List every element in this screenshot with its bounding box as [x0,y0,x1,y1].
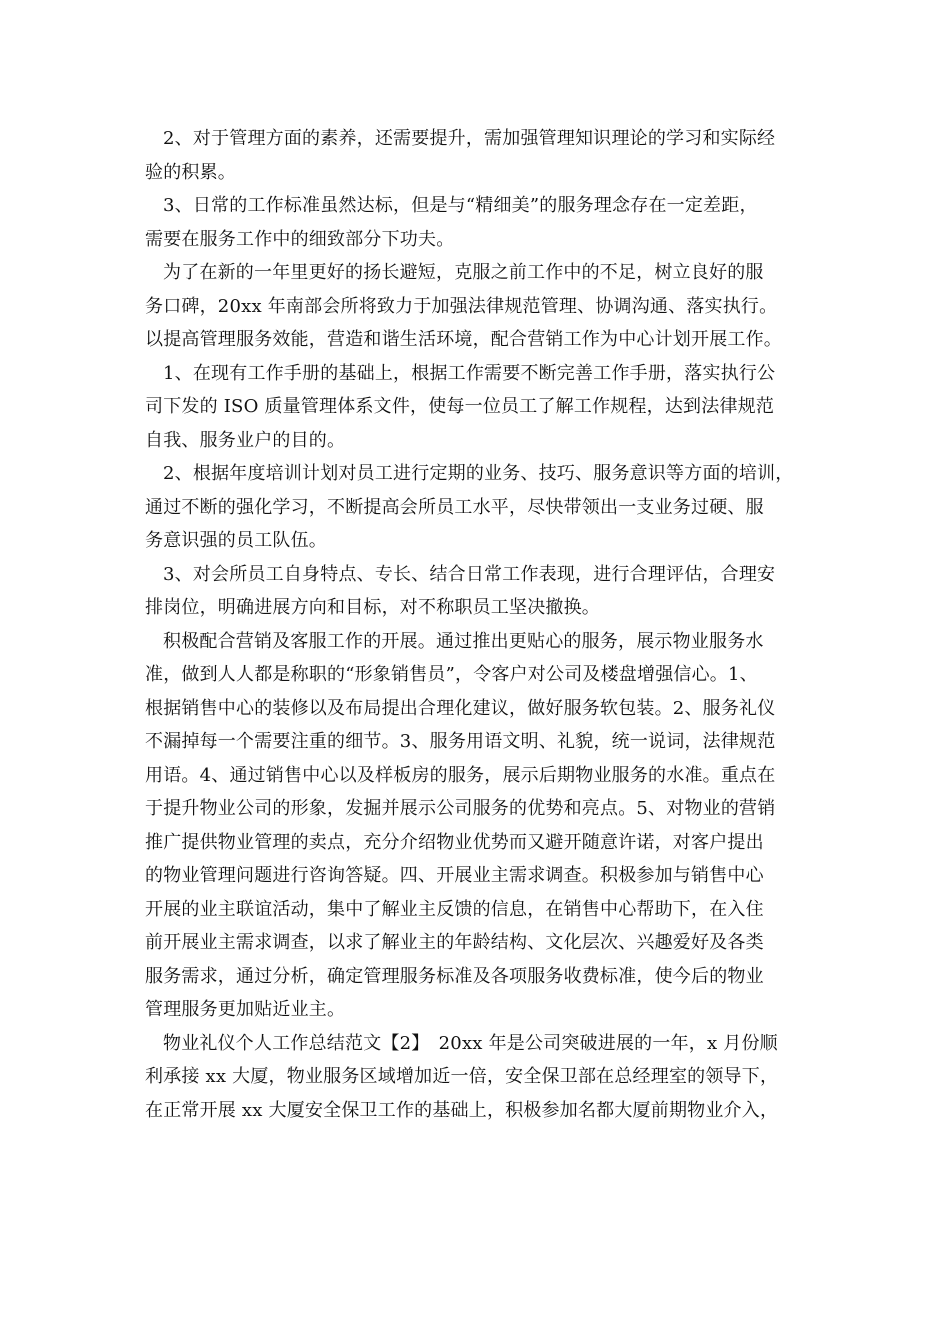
text-line: 服务需求，通过分析，确定管理服务标准及各项服务收费标准，使今后的物业 [145,965,764,987]
text-line: 积极配合营销及客服工作的开展。通过推出更贴心的服务，展示物业服务水 [163,630,764,652]
paragraph-new-year-plan [145,256,813,357]
text-line: 开展的业主联谊活动，集中了解业主反馈的信息，在销售中心帮助下，在入住 [145,898,764,920]
text-line: 在正常开展 xx 大厦安全保卫工作的基础上，积极参加名都大厦前期物业介入， [145,1099,779,1121]
text-line: 自我、服务业户的目的。 [145,429,346,451]
text-line: 管理服务更加贴近业主。 [145,999,346,1020]
paragraph-management-skills [145,122,813,189]
paragraph-summary-2 [145,1027,813,1128]
paragraph-marketing-support [145,625,813,1027]
text-line: 以提高管理服务效能，营造和谐生活环境，配合营销工作为中心计划开展工作。 [145,329,782,350]
text-line: 务意识强的员工队伍。 [145,530,327,551]
text-line: 1、在现有工作手册的基础上，根据工作需要不断完善工作手册，落实执行公 [163,362,776,384]
paragraph-work-standards [145,189,813,256]
text-line: 排岗位，明确进展方向和目标，对不称职员工坚决撤换。 [145,597,600,618]
text-line: 推广提供物业管理的卖点，充分介绍物业优势而又避开随意许诺，对客户提出 [145,831,764,853]
text-line: 根据销售中心的装修以及布局提出合理化建议，做好服务软包装。2、服务礼仪 [145,697,776,719]
text-line: 前开展业主需求调查，以求了解业主的年龄结构、文化层次、兴趣爱好及各类 [145,932,764,953]
paragraph-staff-evaluation [145,558,813,625]
text-line: 2、对于管理方面的素养，还需要提升，需加强管理知识理论的学习和实际经 [163,128,776,149]
text-line: 司下发的 ISO 质量管理体系文件，使每一位员工了解工作规程，达到法律规范 [145,396,775,417]
text-line: 物业礼仪个人工作总结范文【2】 20xx 年是公司突破进展的一年，x 月份顺 [163,1032,778,1054]
text-line: 3、对会所员工自身特点、专长、结合日常工作表现，进行合理评估，合理安 [163,563,776,585]
text-line: 通过不断的强化学习，不断提高会所员工水平，尽快带领出一支业务过硬、服 [145,496,764,518]
text-line: 需要在服务工作中的细致部分下功夫。 [145,228,455,250]
text-line: 验的积累。 [145,161,236,183]
text-line: 2、根据年度培训计划对员工进行定期的业务、技巧、服务意识等方面的培训， [163,463,794,484]
text-line: 为了在新的一年里更好的扬长避短，克服之前工作中的不足，树立良好的服 [163,262,764,283]
paragraph-training-plan [145,457,813,558]
text-line: 用语。4、通过销售中心以及样板房的服务，展示后期物业服务的水准。重点在 [145,764,776,786]
paragraph-work-manual [145,357,813,458]
text-line: 准，做到人人都是称职的“形象销售员”，令客户对公司及楼盘增强信心。1、 [145,664,758,685]
text-line: 不漏掉每一个需要注重的细节。3、服务用语文明、礼貌，统一说词，法律规范 [145,731,776,752]
text-line: 务口碑，20xx 年南部会所将致力于加强法律规范管理、协调沟通、落实执行。 [145,295,778,317]
text-line: 于提升物业公司的形象，发掘并展示公司服务的优势和亮点。5、对物业的营销 [145,798,776,819]
document-body [145,122,813,1127]
text-line: 利承接 xx 大厦，物业服务区域增加近一倍，安全保卫部在总经理室的领导下， [145,1066,779,1087]
text-line: 的物业管理问题进行咨询答疑。四、开展业主需求调查。积极参加与销售中心 [145,865,764,886]
text-line: 3、日常的工作标准虽然达标，但是与“精细美”的服务理念存在一定差距， [163,195,758,216]
